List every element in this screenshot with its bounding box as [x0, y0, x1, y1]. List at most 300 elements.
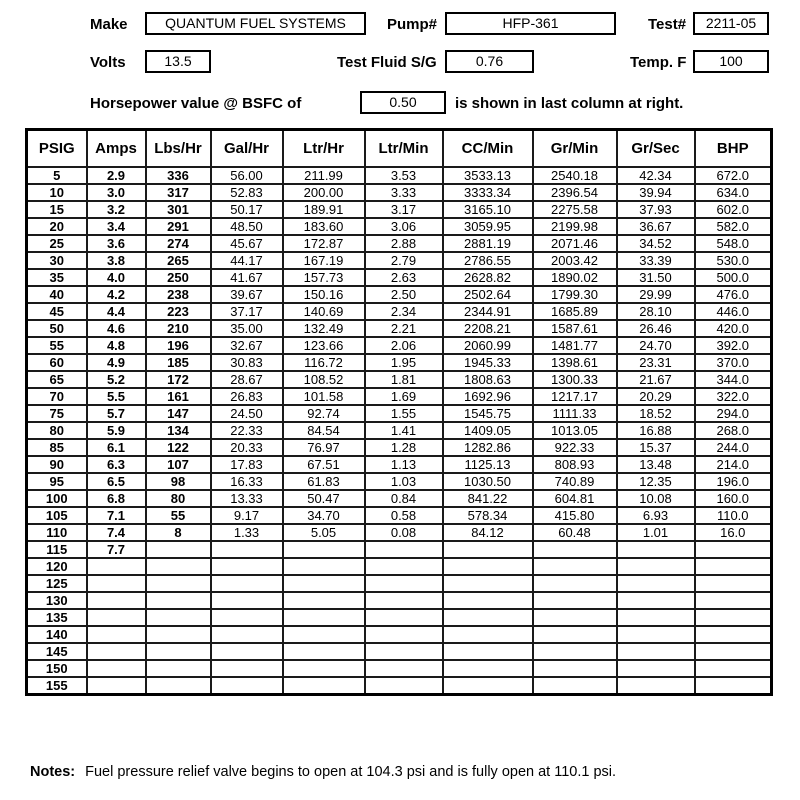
cell-bhp: 322.0: [695, 388, 772, 405]
cell-bhp: [695, 643, 772, 660]
cell-amps: 5.7: [87, 405, 146, 422]
test-number-label: Test#: [648, 16, 687, 33]
cell-ltr-min: 2.88: [365, 235, 443, 252]
cell-gr-sec: 1.01: [617, 524, 695, 541]
test-number-field[interactable]: 2211-05: [693, 12, 769, 35]
cell-ltr-hr: 61.83: [283, 473, 365, 490]
cell-bhp: 344.0: [695, 371, 772, 388]
cell-psig: 5: [27, 167, 87, 184]
cell-ltr-min: 1.28: [365, 439, 443, 456]
cell-psig: 60: [27, 354, 87, 371]
table-row: [27, 405, 772, 422]
cell-bhp: [695, 575, 772, 592]
cell-bhp: 268.0: [695, 422, 772, 439]
cell-gr-min: 740.89: [533, 473, 617, 490]
cell-cc-min: 2881.19: [443, 235, 533, 252]
cell-gal-hr: 24.50: [211, 405, 283, 422]
make-field[interactable]: QUANTUM FUEL SYSTEMS: [145, 12, 366, 35]
cell-bhp: 160.0: [695, 490, 772, 507]
cell-lbs-hr: [146, 558, 211, 575]
cell-gr-min: 1013.05: [533, 422, 617, 439]
cell-psig: 155: [27, 677, 87, 695]
cell-psig: 95: [27, 473, 87, 490]
cell-cc-min: 3333.34: [443, 184, 533, 201]
cell-gr-sec: [617, 677, 695, 695]
table-row: [27, 524, 772, 541]
cell-cc-min: 1030.50: [443, 473, 533, 490]
cell-gal-hr: 9.17: [211, 507, 283, 524]
cell-psig: 100: [27, 490, 87, 507]
cell-cc-min: 1125.13: [443, 456, 533, 473]
cell-lbs-hr: 336: [146, 167, 211, 184]
column-header-amps: Amps: [87, 130, 146, 167]
cell-cc-min: 2786.55: [443, 252, 533, 269]
cell-gr-sec: [617, 558, 695, 575]
cell-ltr-min: 2.21: [365, 320, 443, 337]
cell-cc-min: [443, 677, 533, 695]
cell-gr-min: 1481.77: [533, 337, 617, 354]
bsfc-prefix-label: Horsepower value @ BSFC of: [90, 95, 302, 112]
notes-label: Notes:: [30, 764, 76, 780]
cell-gr-sec: 24.70: [617, 337, 695, 354]
cell-lbs-hr: 250: [146, 269, 211, 286]
table-row: [27, 422, 772, 439]
cell-gal-hr: 16.33: [211, 473, 283, 490]
cell-ltr-min: 2.34: [365, 303, 443, 320]
cell-gal-hr: 48.50: [211, 218, 283, 235]
cell-gr-min: [533, 558, 617, 575]
cell-lbs-hr: [146, 609, 211, 626]
cell-ltr-hr: [283, 609, 365, 626]
cell-cc-min: [443, 592, 533, 609]
cell-gal-hr: 1.33: [211, 524, 283, 541]
cell-psig: 145: [27, 643, 87, 660]
cell-cc-min: 1545.75: [443, 405, 533, 422]
cell-gr-sec: 12.35: [617, 473, 695, 490]
cell-bhp: [695, 626, 772, 643]
cell-lbs-hr: [146, 677, 211, 695]
cell-amps: [87, 643, 146, 660]
column-header-lbs-hr: Lbs/Hr: [146, 130, 211, 167]
cell-gr-min: 2540.18: [533, 167, 617, 184]
cell-ltr-min: 1.13: [365, 456, 443, 473]
cell-psig: 45: [27, 303, 87, 320]
cell-psig: 15: [27, 201, 87, 218]
cell-lbs-hr: 317: [146, 184, 211, 201]
cell-ltr-hr: 92.74: [283, 405, 365, 422]
cell-gr-sec: 34.52: [617, 235, 695, 252]
cell-ltr-min: 3.17: [365, 201, 443, 218]
cell-lbs-hr: 223: [146, 303, 211, 320]
cell-lbs-hr: 172: [146, 371, 211, 388]
temp-f-label: Temp. F: [630, 54, 687, 71]
cell-bhp: 392.0: [695, 337, 772, 354]
cell-lbs-hr: 122: [146, 439, 211, 456]
cell-bhp: 244.0: [695, 439, 772, 456]
cell-ltr-hr: 67.51: [283, 456, 365, 473]
notes-text: Fuel pressure relief valve begins to open at 104.3 psi and is fully open at 110.1 psi.: [85, 764, 617, 780]
cell-gr-sec: 37.93: [617, 201, 695, 218]
cell-psig: 75: [27, 405, 87, 422]
cell-cc-min: 2502.64: [443, 286, 533, 303]
cell-lbs-hr: 55: [146, 507, 211, 524]
cell-gal-hr: 44.17: [211, 252, 283, 269]
cell-bhp: [695, 558, 772, 575]
column-header-cc-min: CC/Min: [443, 130, 533, 167]
cell-ltr-min: 1.41: [365, 422, 443, 439]
cell-ltr-min: 1.69: [365, 388, 443, 405]
cell-gr-min: 2275.58: [533, 201, 617, 218]
cell-cc-min: 2208.21: [443, 320, 533, 337]
cell-lbs-hr: 274: [146, 235, 211, 252]
cell-ltr-hr: 84.54: [283, 422, 365, 439]
cell-amps: 4.6: [87, 320, 146, 337]
pump-number-field[interactable]: HFP-361: [445, 12, 616, 35]
column-header-psig: PSIG: [27, 130, 87, 167]
table-row: [27, 371, 772, 388]
cell-gr-sec: 16.88: [617, 422, 695, 439]
temp-f-field[interactable]: 100: [693, 50, 769, 73]
cell-gr-min: 2396.54: [533, 184, 617, 201]
cell-gr-sec: 33.39: [617, 252, 695, 269]
cell-gr-min: [533, 575, 617, 592]
cell-lbs-hr: [146, 643, 211, 660]
cell-ltr-min: 1.95: [365, 354, 443, 371]
cell-amps: 4.9: [87, 354, 146, 371]
cell-ltr-min: [365, 660, 443, 677]
cell-psig: 70: [27, 388, 87, 405]
cell-ltr-hr: 200.00: [283, 184, 365, 201]
cell-lbs-hr: [146, 592, 211, 609]
cell-amps: 4.0: [87, 269, 146, 286]
cell-gr-min: [533, 643, 617, 660]
cell-psig: 150: [27, 660, 87, 677]
cell-ltr-hr: [283, 677, 365, 695]
cell-ltr-hr: [283, 592, 365, 609]
cell-lbs-hr: 238: [146, 286, 211, 303]
cell-ltr-hr: 50.47: [283, 490, 365, 507]
cell-gr-min: [533, 541, 617, 558]
cell-amps: 3.0: [87, 184, 146, 201]
table-row: [27, 541, 772, 558]
cell-bhp: 476.0: [695, 286, 772, 303]
cell-gr-sec: 39.94: [617, 184, 695, 201]
column-header-gr-min: Gr/Min: [533, 130, 617, 167]
cell-gr-min: 1300.33: [533, 371, 617, 388]
table-row: [27, 337, 772, 354]
cell-gr-min: 1111.33: [533, 405, 617, 422]
cell-amps: 3.4: [87, 218, 146, 235]
cell-lbs-hr: 265: [146, 252, 211, 269]
column-header-gal-hr: Gal/Hr: [211, 130, 283, 167]
table-row: [27, 456, 772, 473]
cell-gr-sec: 15.37: [617, 439, 695, 456]
cell-psig: 20: [27, 218, 87, 235]
volts-field[interactable]: 13.5: [145, 50, 211, 73]
cell-amps: 4.8: [87, 337, 146, 354]
cell-gr-sec: [617, 609, 695, 626]
table-row: [27, 507, 772, 524]
table-row: [27, 167, 772, 184]
cell-gr-min: 1398.61: [533, 354, 617, 371]
cell-ltr-hr: [283, 626, 365, 643]
cell-psig: 105: [27, 507, 87, 524]
cell-gr-sec: [617, 541, 695, 558]
cell-lbs-hr: [146, 626, 211, 643]
cell-ltr-hr: 108.52: [283, 371, 365, 388]
cell-gr-sec: 6.93: [617, 507, 695, 524]
cell-lbs-hr: 8: [146, 524, 211, 541]
cell-amps: [87, 660, 146, 677]
cell-gal-hr: 39.67: [211, 286, 283, 303]
cell-gr-min: 604.81: [533, 490, 617, 507]
cell-gal-hr: [211, 660, 283, 677]
cell-cc-min: 2628.82: [443, 269, 533, 286]
cell-psig: 40: [27, 286, 87, 303]
cell-amps: [87, 677, 146, 695]
cell-bhp: 634.0: [695, 184, 772, 201]
cell-amps: [87, 575, 146, 592]
cell-amps: 3.2: [87, 201, 146, 218]
cell-psig: 55: [27, 337, 87, 354]
cell-lbs-hr: [146, 575, 211, 592]
cell-psig: 50: [27, 320, 87, 337]
table-row: [27, 677, 772, 695]
cell-amps: 6.3: [87, 456, 146, 473]
cell-ltr-min: 2.63: [365, 269, 443, 286]
cell-gal-hr: 35.00: [211, 320, 283, 337]
cell-bhp: 500.0: [695, 269, 772, 286]
cell-ltr-hr: 211.99: [283, 167, 365, 184]
table-row: [27, 218, 772, 235]
cell-gr-sec: 10.08: [617, 490, 695, 507]
cell-bhp: 582.0: [695, 218, 772, 235]
table-row: [27, 388, 772, 405]
table-row: [27, 626, 772, 643]
cell-bhp: 214.0: [695, 456, 772, 473]
cell-amps: 5.2: [87, 371, 146, 388]
cell-gr-min: 808.93: [533, 456, 617, 473]
cell-ltr-min: 3.53: [365, 167, 443, 184]
cell-amps: 6.5: [87, 473, 146, 490]
cell-gal-hr: [211, 609, 283, 626]
cell-gal-hr: [211, 575, 283, 592]
cell-lbs-hr: [146, 541, 211, 558]
cell-gal-hr: 41.67: [211, 269, 283, 286]
cell-ltr-hr: [283, 541, 365, 558]
cell-gr-min: 922.33: [533, 439, 617, 456]
table-row: [27, 490, 772, 507]
notes-line: [30, 764, 616, 780]
cell-ltr-hr: 116.72: [283, 354, 365, 371]
cell-amps: 6.1: [87, 439, 146, 456]
cell-gr-min: [533, 592, 617, 609]
cell-psig: 80: [27, 422, 87, 439]
cell-psig: 125: [27, 575, 87, 592]
cell-psig: 85: [27, 439, 87, 456]
cell-ltr-min: [365, 609, 443, 626]
cell-gal-hr: 22.33: [211, 422, 283, 439]
cell-bhp: [695, 592, 772, 609]
cell-ltr-min: 0.84: [365, 490, 443, 507]
cell-gr-min: 415.80: [533, 507, 617, 524]
table-header-row: [27, 130, 772, 167]
cell-cc-min: [443, 541, 533, 558]
cell-amps: 7.4: [87, 524, 146, 541]
cell-lbs-hr: 134: [146, 422, 211, 439]
table-row: [27, 643, 772, 660]
cell-bhp: 420.0: [695, 320, 772, 337]
column-header-gr-sec: Gr/Sec: [617, 130, 695, 167]
cell-gr-min: 1799.30: [533, 286, 617, 303]
cell-amps: [87, 609, 146, 626]
cell-lbs-hr: 107: [146, 456, 211, 473]
cell-psig: 65: [27, 371, 87, 388]
table-row: [27, 320, 772, 337]
cell-gr-min: 1217.17: [533, 388, 617, 405]
cell-psig: 30: [27, 252, 87, 269]
cell-cc-min: 2060.99: [443, 337, 533, 354]
flow-data-table: [25, 128, 773, 696]
cell-gr-min: [533, 677, 617, 695]
make-label: Make: [90, 16, 128, 33]
cell-gr-sec: 31.50: [617, 269, 695, 286]
cell-ltr-min: 1.55: [365, 405, 443, 422]
table-row: [27, 286, 772, 303]
cell-lbs-hr: 98: [146, 473, 211, 490]
cell-bhp: [695, 541, 772, 558]
cell-gr-sec: 20.29: [617, 388, 695, 405]
test-fluid-sg-field[interactable]: 0.76: [445, 50, 534, 73]
cell-psig: 25: [27, 235, 87, 252]
cell-cc-min: [443, 643, 533, 660]
cell-amps: 7.7: [87, 541, 146, 558]
cell-bhp: 370.0: [695, 354, 772, 371]
cell-psig: 35: [27, 269, 87, 286]
cell-gal-hr: 20.33: [211, 439, 283, 456]
cell-gr-min: 1890.02: [533, 269, 617, 286]
cell-bhp: 110.0: [695, 507, 772, 524]
cell-gal-hr: 56.00: [211, 167, 283, 184]
cell-ltr-min: 3.33: [365, 184, 443, 201]
test-fluid-sg-label: Test Fluid S/G: [337, 54, 437, 71]
cell-cc-min: 1945.33: [443, 354, 533, 371]
table-row: [27, 269, 772, 286]
column-header-ltr-min: Ltr/Min: [365, 130, 443, 167]
table-row: [27, 558, 772, 575]
cell-ltr-min: [365, 643, 443, 660]
cell-gal-hr: [211, 677, 283, 695]
cell-gal-hr: [211, 592, 283, 609]
column-header-ltr-hr: Ltr/Hr: [283, 130, 365, 167]
cell-cc-min: [443, 660, 533, 677]
cell-ltr-min: 1.81: [365, 371, 443, 388]
cell-bhp: 530.0: [695, 252, 772, 269]
cell-amps: 2.9: [87, 167, 146, 184]
cell-ltr-hr: 132.49: [283, 320, 365, 337]
cell-gr-min: 60.48: [533, 524, 617, 541]
cell-lbs-hr: 301: [146, 201, 211, 218]
cell-cc-min: 2344.91: [443, 303, 533, 320]
cell-ltr-min: [365, 575, 443, 592]
cell-lbs-hr: 80: [146, 490, 211, 507]
cell-gr-min: 1685.89: [533, 303, 617, 320]
cell-gr-min: [533, 660, 617, 677]
cell-cc-min: 841.22: [443, 490, 533, 507]
cell-amps: 3.8: [87, 252, 146, 269]
cell-gr-sec: [617, 592, 695, 609]
cell-lbs-hr: 147: [146, 405, 211, 422]
cell-psig: 90: [27, 456, 87, 473]
cell-cc-min: [443, 558, 533, 575]
cell-lbs-hr: 161: [146, 388, 211, 405]
cell-ltr-min: 2.06: [365, 337, 443, 354]
cell-gal-hr: [211, 643, 283, 660]
bsfc-suffix-label: is shown in last column at right.: [455, 95, 684, 112]
cell-amps: 5.9: [87, 422, 146, 439]
cell-cc-min: 3533.13: [443, 167, 533, 184]
table-row: [27, 201, 772, 218]
cell-ltr-hr: [283, 558, 365, 575]
cell-psig: 135: [27, 609, 87, 626]
cell-bhp: 446.0: [695, 303, 772, 320]
cell-psig: 130: [27, 592, 87, 609]
cell-psig: 110: [27, 524, 87, 541]
cell-amps: 5.5: [87, 388, 146, 405]
cell-gal-hr: 13.33: [211, 490, 283, 507]
table-row: [27, 354, 772, 371]
cell-cc-min: 578.34: [443, 507, 533, 524]
cell-ltr-min: [365, 677, 443, 695]
cell-gr-sec: 36.67: [617, 218, 695, 235]
column-header-bhp: BHP: [695, 130, 772, 167]
table-row: [27, 473, 772, 490]
cell-cc-min: 1409.05: [443, 422, 533, 439]
cell-gal-hr: [211, 558, 283, 575]
cell-gal-hr: 45.67: [211, 235, 283, 252]
cell-ltr-hr: 172.87: [283, 235, 365, 252]
cell-psig: 140: [27, 626, 87, 643]
cell-gal-hr: 26.83: [211, 388, 283, 405]
cell-lbs-hr: [146, 660, 211, 677]
cell-amps: [87, 592, 146, 609]
cell-bhp: 16.0: [695, 524, 772, 541]
volts-label: Volts: [90, 54, 126, 71]
cell-gal-hr: 30.83: [211, 354, 283, 371]
cell-gr-min: 2071.46: [533, 235, 617, 252]
cell-gr-sec: 21.67: [617, 371, 695, 388]
table-row: [27, 575, 772, 592]
cell-gr-min: [533, 626, 617, 643]
cell-lbs-hr: 210: [146, 320, 211, 337]
cell-bhp: 672.0: [695, 167, 772, 184]
cell-ltr-min: 2.50: [365, 286, 443, 303]
table-row: [27, 660, 772, 677]
bsfc-field[interactable]: 0.50: [360, 91, 446, 114]
cell-cc-min: 3059.95: [443, 218, 533, 235]
cell-ltr-hr: 34.70: [283, 507, 365, 524]
cell-ltr-hr: 76.97: [283, 439, 365, 456]
cell-gal-hr: [211, 626, 283, 643]
cell-gr-sec: 28.10: [617, 303, 695, 320]
cell-amps: 6.8: [87, 490, 146, 507]
cell-amps: 4.4: [87, 303, 146, 320]
cell-gal-hr: 17.83: [211, 456, 283, 473]
cell-gr-sec: 29.99: [617, 286, 695, 303]
cell-ltr-min: 0.08: [365, 524, 443, 541]
table-row: [27, 609, 772, 626]
cell-gr-sec: [617, 626, 695, 643]
